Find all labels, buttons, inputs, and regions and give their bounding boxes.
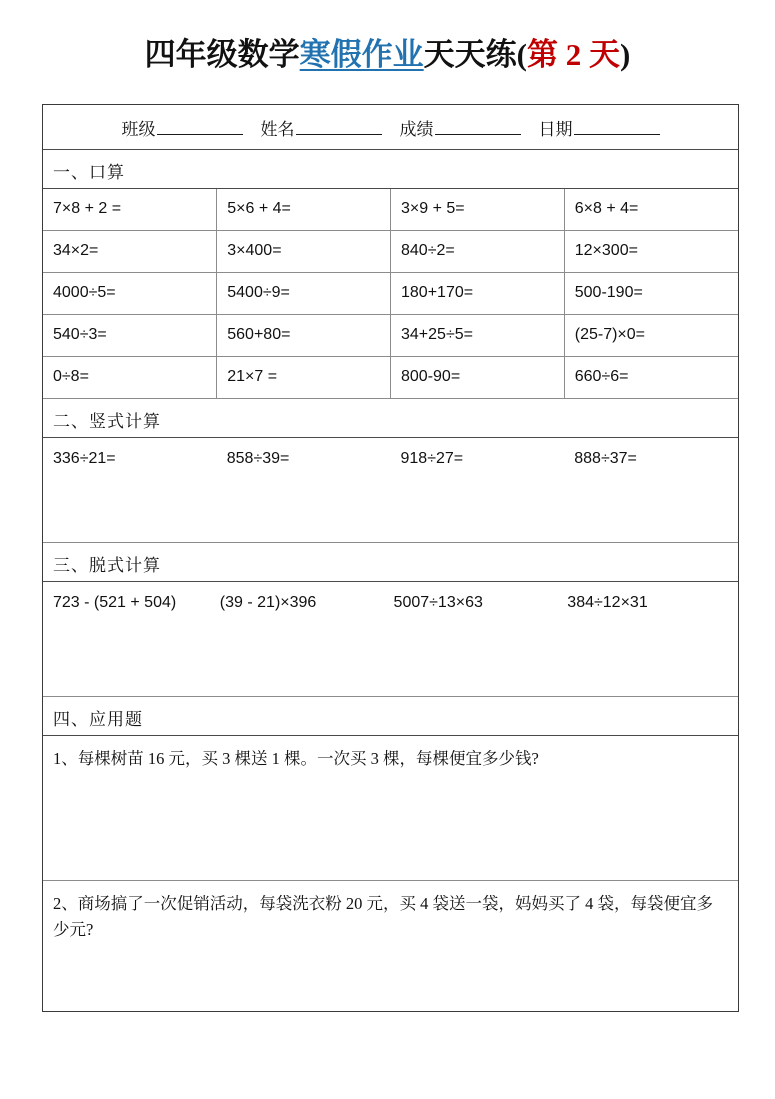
oral-expression: 840÷2= bbox=[401, 242, 455, 259]
oral-cell[interactable] bbox=[564, 273, 738, 315]
vertical-problems-row bbox=[43, 438, 738, 543]
oral-cell[interactable] bbox=[391, 357, 565, 399]
table-row bbox=[43, 315, 738, 357]
section-heading-row-oral bbox=[43, 150, 738, 189]
vertical-problem: 336÷21= bbox=[53, 450, 116, 467]
word-problem-text: 1、每棵树苗 16 元，买 3 棵送 1 棵。一次买 3 棵，每棵便宜多少钱? bbox=[53, 749, 539, 768]
word-problem-row-2 bbox=[43, 881, 738, 1012]
vertical-problem: 918÷27= bbox=[400, 450, 464, 467]
oral-expression: 560+80= bbox=[227, 326, 291, 343]
stepwise-problem: (39 - 21)×396 bbox=[219, 594, 317, 611]
section-heading-cell-oral bbox=[43, 150, 738, 189]
oral-expression: 0÷8= bbox=[53, 368, 89, 385]
table-row bbox=[43, 189, 738, 231]
oral-expression: 5400÷9= bbox=[227, 284, 290, 301]
oral-expression: 660÷6= bbox=[574, 368, 629, 385]
stepwise-work-area[interactable] bbox=[43, 582, 738, 697]
oral-expression: 4000÷5= bbox=[53, 284, 116, 301]
oral-cell[interactable] bbox=[43, 231, 217, 273]
page-title bbox=[0, 36, 775, 75]
field-date-input[interactable] bbox=[574, 119, 660, 135]
oral-cell[interactable] bbox=[217, 231, 391, 273]
title-part-daily-practice: 天天练( bbox=[423, 37, 527, 72]
word-problem-area-2[interactable] bbox=[43, 881, 738, 1012]
oral-cell[interactable] bbox=[217, 357, 391, 399]
oral-expression: 12×300= bbox=[574, 242, 638, 259]
title-part-day-number: 第 2 天 bbox=[527, 37, 620, 72]
vertical-work-area[interactable] bbox=[43, 438, 738, 543]
field-score-input[interactable] bbox=[435, 119, 521, 135]
oral-cell[interactable] bbox=[43, 357, 217, 399]
oral-expression: 540÷3= bbox=[53, 326, 107, 343]
stepwise-problem: 723 - (521 + 504) bbox=[53, 594, 177, 611]
oral-cell[interactable] bbox=[217, 273, 391, 315]
field-name bbox=[261, 115, 382, 140]
oral-expression: 34+25÷5= bbox=[401, 326, 473, 343]
section-heading-stepwise: 三、脱式计算 bbox=[53, 556, 161, 575]
field-score bbox=[400, 115, 521, 140]
oral-expression: 500-190= bbox=[574, 284, 643, 301]
vertical-problem: 858÷39= bbox=[226, 450, 290, 467]
stepwise-problem: 5007÷13×63 bbox=[393, 594, 483, 611]
oral-expression: 5×6 + 4= bbox=[227, 200, 291, 217]
oral-cell[interactable] bbox=[391, 315, 565, 357]
oral-cell[interactable] bbox=[564, 231, 738, 273]
oral-cell[interactable] bbox=[564, 357, 738, 399]
section-heading-oral: 一、口算 bbox=[53, 163, 125, 182]
oral-cell[interactable] bbox=[43, 273, 217, 315]
oral-cell[interactable] bbox=[391, 231, 565, 273]
field-date-label: 日期 bbox=[538, 119, 573, 139]
oral-expression: 180+170= bbox=[401, 284, 474, 301]
title-part-close-paren: ) bbox=[620, 37, 631, 72]
oral-cell[interactable] bbox=[391, 189, 565, 231]
table-row bbox=[43, 357, 738, 399]
stepwise-problem: 384÷12×31 bbox=[567, 594, 648, 611]
section-heading-cell-vertical bbox=[43, 399, 738, 438]
section-heading-row-stepwise bbox=[43, 543, 738, 582]
oral-cell[interactable] bbox=[217, 315, 391, 357]
stepwise-problems-row bbox=[43, 582, 738, 697]
page-title-area bbox=[0, 0, 775, 87]
oral-cell[interactable] bbox=[564, 189, 738, 231]
table-row bbox=[43, 273, 738, 315]
field-class bbox=[122, 115, 243, 140]
oral-expression: 800-90= bbox=[401, 368, 461, 385]
field-date bbox=[539, 115, 660, 140]
oral-cell[interactable] bbox=[43, 189, 217, 231]
oral-cell[interactable] bbox=[564, 315, 738, 357]
title-part-winter-homework: 寒假作业 bbox=[299, 37, 424, 72]
oral-cell[interactable] bbox=[391, 273, 565, 315]
oral-expression: (25-7)×0= bbox=[574, 326, 646, 343]
table-row bbox=[43, 231, 738, 273]
oral-expression: 7×8 + 2 = bbox=[53, 200, 122, 217]
vertical-problem: 888÷37= bbox=[574, 450, 637, 467]
field-name-input[interactable] bbox=[296, 119, 382, 135]
worksheet-table bbox=[42, 104, 739, 1012]
section-heading-row-word bbox=[43, 697, 738, 736]
oral-cell[interactable] bbox=[217, 189, 391, 231]
section-heading-row-vertical bbox=[43, 399, 738, 438]
title-part-grade-subject: 四年级数学 bbox=[144, 37, 300, 72]
section-heading-cell-stepwise bbox=[43, 543, 738, 582]
oral-expression: 34×2= bbox=[53, 242, 99, 259]
field-name-label: 姓名 bbox=[260, 119, 295, 139]
oral-expression: 3×400= bbox=[227, 242, 282, 259]
word-problem-row-1 bbox=[43, 736, 738, 881]
oral-cell[interactable] bbox=[43, 315, 217, 357]
oral-expression: 6×8 + 4= bbox=[574, 200, 639, 217]
word-problem-text: 2、商场搞了一次促销活动，每袋洗衣粉 20 元，买 4 袋送一袋，妈妈买了 4 袋，每袋便宜多少元? bbox=[53, 894, 713, 940]
section-heading-cell-word bbox=[43, 697, 738, 736]
word-problem-area-1[interactable] bbox=[43, 736, 738, 881]
student-info-row bbox=[43, 105, 738, 150]
oral-expression: 3×9 + 5= bbox=[401, 200, 465, 217]
field-class-label: 班级 bbox=[121, 119, 156, 139]
field-score-label: 成绩 bbox=[399, 119, 434, 139]
section-heading-word: 四、应用题 bbox=[53, 710, 143, 729]
oral-expression: 21×7 = bbox=[227, 368, 278, 385]
field-class-input[interactable] bbox=[157, 119, 243, 135]
student-info-cell bbox=[43, 105, 738, 150]
section-heading-vertical: 二、竖式计算 bbox=[53, 412, 161, 431]
